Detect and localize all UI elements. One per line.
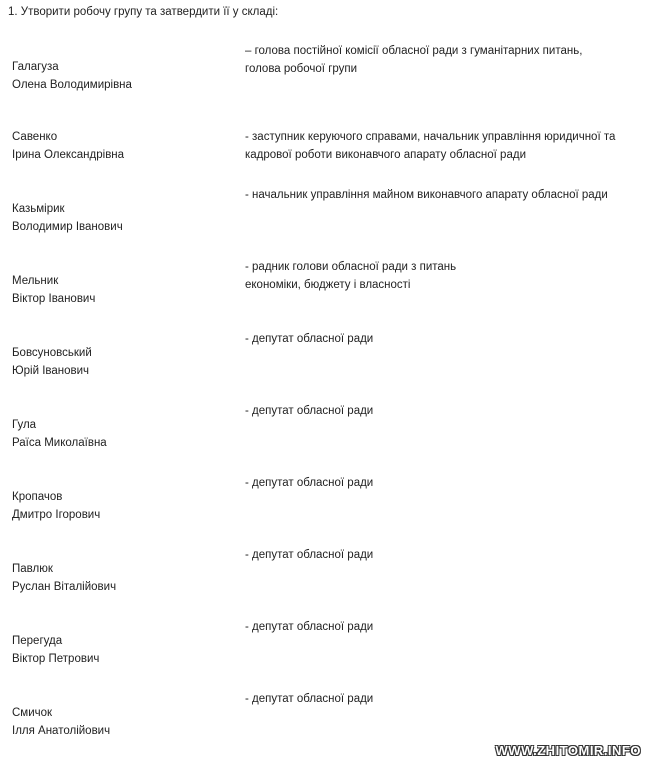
- member-name: [12, 344, 92, 380]
- member-surname: Смичок: [12, 707, 53, 719]
- member-name: [12, 560, 116, 596]
- member-given-name: Ілля Анатолійович: [12, 725, 111, 737]
- member-surname: Савенко: [12, 131, 58, 143]
- member-row: [0, 398, 651, 470]
- member-role-line: - депутат обласної ради: [245, 549, 374, 561]
- member-row: [0, 254, 651, 326]
- member-row: [0, 38, 651, 110]
- member-role: [245, 186, 608, 204]
- list-heading: 1. Утворити робочу групу та затвердити її у складі:: [8, 6, 279, 18]
- member-row: [0, 326, 651, 398]
- member-name: [12, 58, 132, 94]
- member-row: [0, 182, 651, 254]
- member-role-line: – голова постійної комісії обласної ради з гуманітарних питань,: [245, 45, 583, 57]
- member-surname: Павлюк: [12, 563, 53, 575]
- member-name: [12, 632, 99, 668]
- member-surname: Кропачов: [12, 491, 63, 503]
- member-role: [245, 690, 373, 708]
- member-surname: Галагуза: [12, 61, 59, 73]
- member-role: [245, 42, 582, 78]
- member-role: [245, 258, 456, 294]
- member-row: [0, 110, 651, 182]
- member-role: [245, 128, 615, 164]
- member-given-name: Віктор Петрович: [12, 653, 100, 665]
- member-row: [0, 614, 651, 686]
- member-given-name: Дмитро Ігорович: [12, 509, 101, 521]
- member-row: [0, 542, 651, 614]
- member-surname: Гула: [12, 419, 37, 431]
- member-name: [12, 272, 95, 308]
- member-role: [245, 618, 373, 636]
- member-name: [12, 416, 107, 452]
- member-given-name: Раїса Миколаївна: [12, 437, 107, 449]
- member-name: [12, 200, 123, 236]
- member-role-line: - депутат обласної ради: [245, 405, 374, 417]
- site-watermark: WWW.ZHITOMIR.INFO: [495, 743, 641, 758]
- member-role-line: - депутат обласної ради: [245, 621, 374, 633]
- member-role-line: - заступник керуючого справами, начальник управління юридичної та: [245, 131, 616, 143]
- member-role: [245, 546, 373, 564]
- member-given-name: Володимир Іванович: [12, 221, 123, 233]
- member-name: [12, 704, 110, 740]
- member-given-name: Віктор Іванович: [12, 293, 96, 305]
- member-role-line: - депутат обласної ради: [245, 693, 374, 705]
- member-given-name: Олена Володимирівна: [12, 79, 132, 91]
- member-role-line: - депутат обласної ради: [245, 333, 374, 345]
- member-given-name: Ірина Олександрівна: [12, 149, 125, 161]
- member-surname: Казьмірик: [12, 203, 65, 215]
- member-name: [12, 488, 100, 524]
- member-role-line: - начальник управління майном виконавчого апарату обласної ради: [245, 189, 608, 201]
- member-surname: Бовсуновський: [12, 347, 92, 359]
- member-role: [245, 474, 373, 492]
- member-role-line: економіки, бюджету і власності: [245, 279, 411, 291]
- member-role: [245, 330, 373, 348]
- member-role-line: - депутат обласної ради: [245, 477, 374, 489]
- member-role: [245, 402, 373, 420]
- member-given-name: Юрій Іванович: [12, 365, 90, 377]
- member-surname: Мельник: [12, 275, 59, 287]
- member-role-line: кадрової роботи виконавчого апарату обласної ради: [245, 149, 526, 161]
- member-row: [0, 470, 651, 542]
- member-surname: Перегуда: [12, 635, 63, 647]
- member-name: [12, 128, 124, 164]
- member-role-line: голова робочої групи: [245, 63, 358, 75]
- member-given-name: Руслан Віталійович: [12, 581, 117, 593]
- member-role-line: - радник голови обласної ради з питань: [245, 261, 457, 273]
